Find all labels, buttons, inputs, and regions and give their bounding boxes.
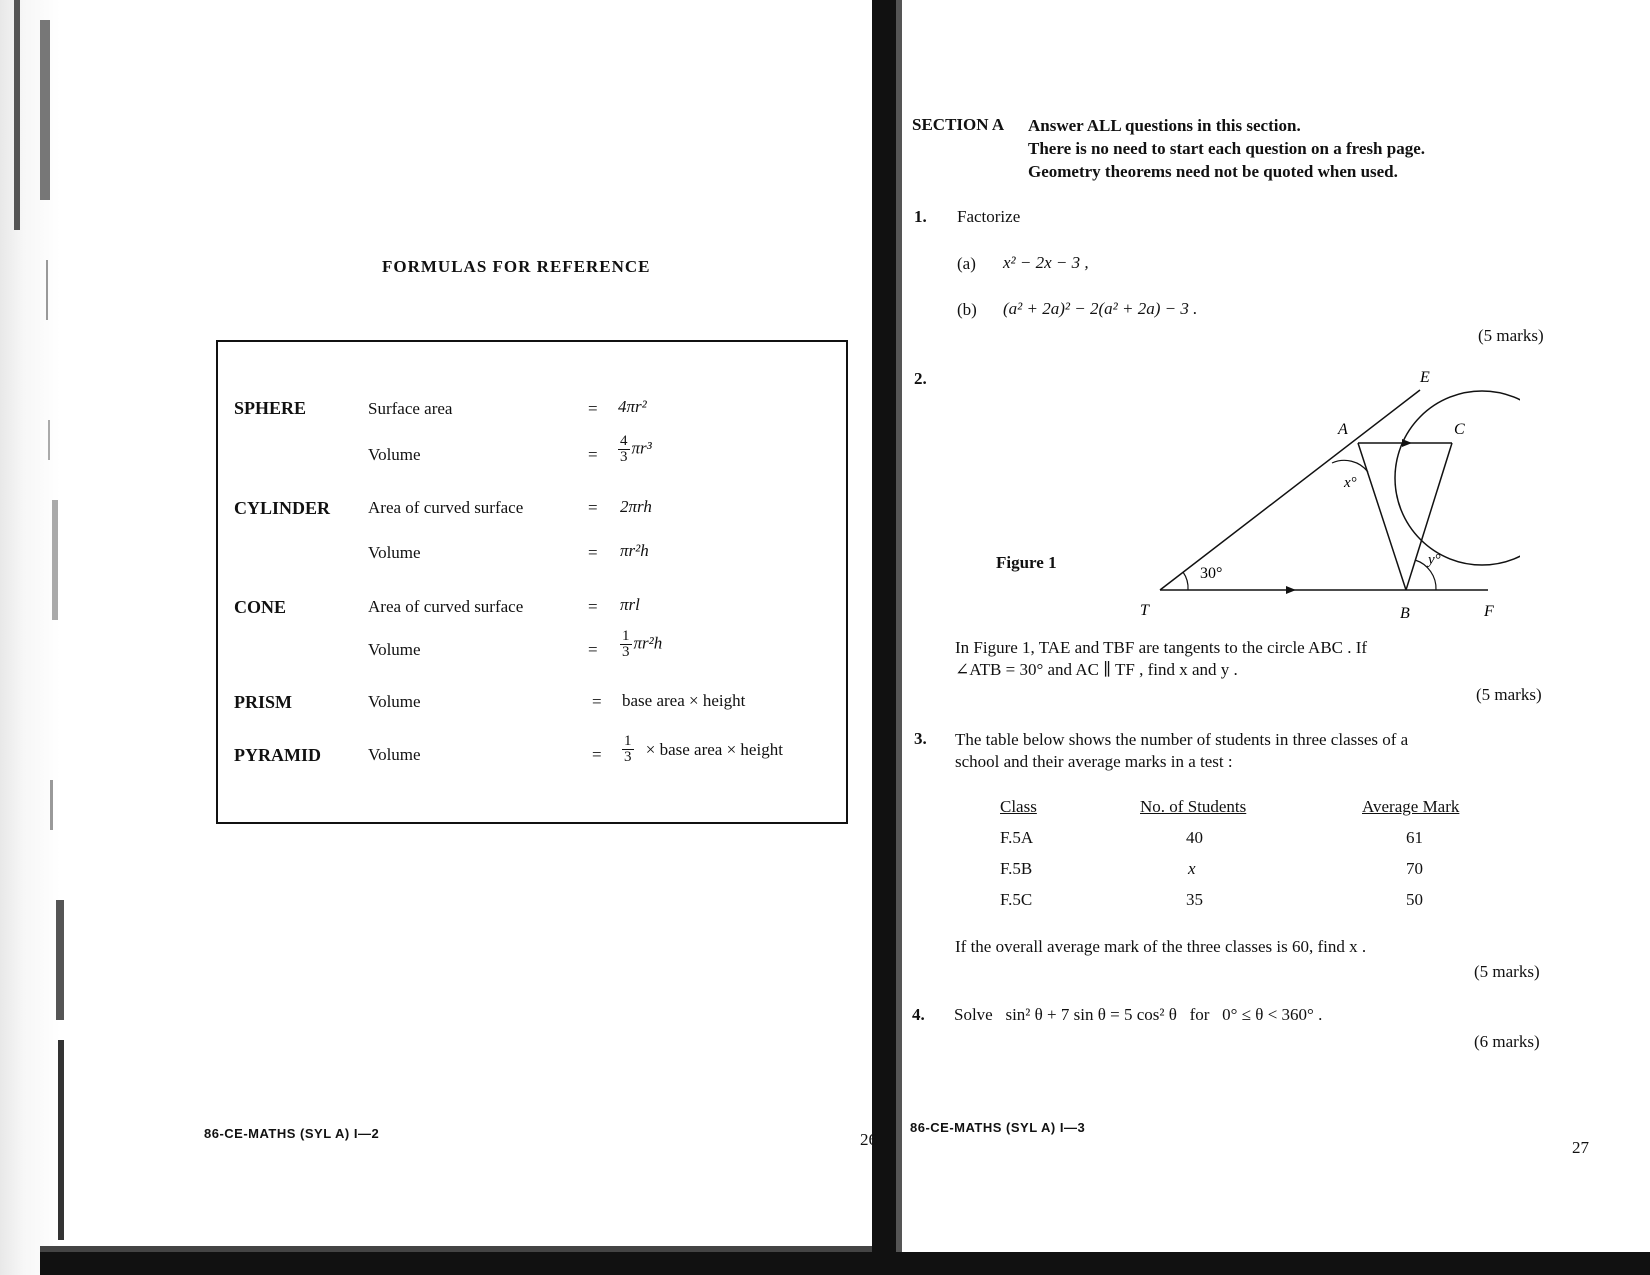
formula-value: $\frac{1}{3}$ πr²h [622, 628, 663, 660]
fraction: $\frac{1}{3}$ [622, 628, 630, 660]
formula-desc: Volume [368, 640, 421, 659]
parallel-arrow-tf [1286, 586, 1296, 594]
formula-eq: = [592, 745, 602, 764]
figure-1-diagram [1100, 360, 1520, 630]
instruction-line: Answer ALL questions in this section. [1028, 116, 1301, 135]
question-text: school and their average marks in a test : [955, 752, 1233, 771]
part-expression: x² − 2x − 3 , [1003, 253, 1089, 272]
formula-eq: = [588, 498, 598, 517]
formula-shape-cylinder: CYLINDER [234, 498, 331, 518]
formula-desc: Surface area [368, 399, 453, 418]
figure-label: Figure 1 [996, 553, 1057, 572]
formula-eq: = [588, 543, 598, 562]
point-label-c: C [1454, 421, 1465, 438]
fraction: $\frac{1}{3}$ [624, 733, 632, 765]
formula-eq: = [588, 399, 598, 418]
chord-ab [1358, 443, 1406, 590]
marks-label: (5 marks) [1476, 685, 1542, 704]
scan-left-edge [0, 0, 60, 1275]
formula-value: $\frac{4}{3}$ πr³ [620, 433, 652, 465]
question-number: 2. [914, 369, 927, 388]
tangent-tae [1160, 390, 1420, 590]
table-header-average: Average Mark [1362, 797, 1460, 816]
table-header-class: Class [1000, 797, 1037, 816]
formulas-title: FORMULAS FOR REFERENCE [382, 257, 651, 276]
question-text: If the overall average mark of the three classes is 60, find x . [955, 937, 1367, 956]
formula-value: πrl [620, 595, 640, 614]
table-cell: F.5B [1000, 859, 1033, 878]
right-page-footer: 86-CE-MATHS (SYL A) I—3 [910, 1120, 1086, 1135]
formula-value: 2πrh [620, 497, 652, 516]
marks-label: (5 marks) [1478, 326, 1544, 345]
point-label-t: T [1140, 602, 1149, 619]
part-label: (a) [957, 254, 976, 273]
marks-label: (6 marks) [1474, 1032, 1540, 1051]
formula-eq: = [588, 445, 598, 464]
circle-abc [1395, 391, 1520, 565]
left-page-number: 26 [860, 1130, 877, 1149]
question-number: 3. [914, 729, 927, 748]
question-text: Factorize [957, 207, 1021, 226]
angle-label-y: y° [1428, 552, 1441, 568]
table-cell: 40 [1186, 828, 1203, 847]
scan-bottom-edge [40, 1252, 1650, 1275]
marks-label: (5 marks) [1474, 962, 1540, 981]
point-label-b: B [1400, 605, 1410, 622]
table-cell: 50 [1406, 890, 1423, 909]
part-label: (b) [957, 300, 977, 319]
fraction: $\frac{4}{3}$ [620, 433, 628, 465]
formula-desc: Volume [368, 543, 421, 562]
formula-shape-cone: CONE [234, 597, 287, 617]
formula-value: 4πr² [618, 397, 647, 416]
formula-shape-sphere: SPHERE [234, 398, 307, 418]
table-cell: F.5A [1000, 828, 1034, 847]
formula-value: base area × height [622, 691, 746, 710]
formula-eq: = [588, 640, 598, 659]
angle-label-x: x° [1344, 475, 1357, 491]
question-text: ∠ATB = 30° and AC ∥ TF , find x and y . [955, 660, 1238, 679]
formula-eq: = [592, 692, 602, 711]
left-page-footer: 86-CE-MATHS (SYL A) I—2 [204, 1126, 380, 1141]
formula-value: $\frac{1}{3}$ × base area × height [624, 733, 783, 765]
angle-arc-30 [1183, 572, 1188, 590]
question-text: Solve sin² θ + 7 sin θ = 5 cos² θ for 0° ≤ θ < 360° . [954, 1005, 1323, 1024]
point-label-a: A [1338, 421, 1348, 438]
table-header-students: No. of Students [1140, 797, 1247, 816]
formula-desc: Volume [368, 445, 421, 464]
angle-label-30: 30° [1200, 565, 1223, 582]
section-label: SECTION A [912, 115, 1005, 134]
right-page-number: 27 [1572, 1138, 1589, 1157]
question-text: In Figure 1, TAE and TBF are tangents to the circle ABC . If [955, 638, 1368, 657]
point-label-e: E [1420, 369, 1430, 386]
question-number: 1. [914, 207, 927, 226]
parallel-arrow-ac [1402, 439, 1412, 447]
formula-shape-pyramid: PYRAMID [234, 745, 321, 765]
instruction-line: Geometry theorems need not be quoted when used. [1028, 162, 1398, 181]
formula-desc: Area of curved surface [368, 597, 524, 616]
angle-arc-x [1332, 460, 1368, 472]
part-expression: (a² + 2a)² − 2(a² + 2a) − 3 . [1003, 299, 1198, 318]
instruction-line: There is no need to start each question on a fresh page. [1028, 139, 1425, 158]
formulas-box [216, 340, 848, 824]
point-label-f: F [1484, 603, 1494, 620]
table-cell: 61 [1406, 828, 1423, 847]
table-cell: F.5C [1000, 890, 1033, 909]
table-cell: 70 [1406, 859, 1423, 878]
formula-desc: Volume [368, 692, 421, 711]
question-text: The table below shows the number of students in three classes of a [955, 730, 1409, 749]
formula-value: πr²h [620, 541, 649, 560]
table-cell: 35 [1186, 890, 1203, 909]
book-binding [872, 0, 896, 1275]
formula-shape-prism: PRISM [234, 692, 292, 712]
book-binding-shadow [896, 0, 902, 1275]
question-number: 4. [912, 1005, 925, 1024]
formula-desc: Area of curved surface [368, 498, 524, 517]
formula-eq: = [588, 597, 598, 616]
table-cell: x [1188, 859, 1196, 878]
formula-desc: Volume [368, 745, 421, 764]
